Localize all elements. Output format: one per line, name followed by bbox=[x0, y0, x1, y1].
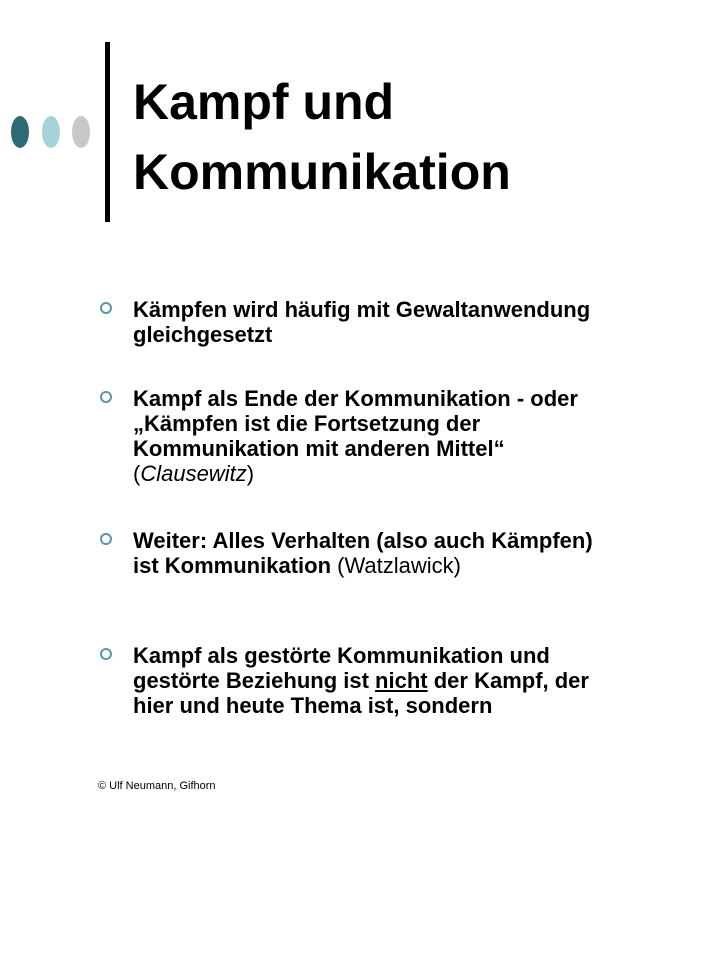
bullet-ring-icon bbox=[100, 648, 112, 660]
bullet-statement-start: Kampf als gestörte Kommunikation und gestörte Beziehung ist bbox=[133, 643, 550, 693]
bullet-text bbox=[133, 297, 623, 347]
bullet-emphasis: nicht bbox=[375, 668, 428, 693]
bullet-text bbox=[133, 643, 623, 718]
bullet-ring-icon bbox=[100, 533, 112, 545]
bullet-statement: Kämpfen wird häufig mit Gewaltanwendung gleichgesetzt bbox=[133, 297, 591, 347]
copyright-notice: © Ulf Neumann, Gifhorn bbox=[98, 780, 216, 792]
decorative-dot-light bbox=[42, 116, 60, 148]
bullet-source-open: ( bbox=[133, 461, 141, 486]
bullet-text bbox=[133, 528, 623, 578]
slide-title-line-2: Kommunikation bbox=[133, 144, 511, 200]
slide-title bbox=[133, 67, 511, 207]
bullet-text bbox=[133, 386, 623, 486]
bullet-statement-end: der Kampf, der hier und heute Thema ist, sondern bbox=[133, 668, 589, 718]
bullet-statement: Weiter: Alles Verhalten (also auch Kämpfen) ist Kommunikation bbox=[133, 528, 593, 578]
bullet-source: (Watzlawick) bbox=[331, 553, 461, 578]
bullet-ring-icon bbox=[100, 391, 112, 403]
decorative-dot-dark bbox=[11, 116, 29, 148]
title-rule bbox=[105, 42, 110, 222]
slide-title-line-1: Kampf und bbox=[133, 74, 395, 130]
bullet-statement: Kampf als Ende der Kommunikation - oder „Kämpfen ist die Fortsetzung der Kommunikation mit anderen Mittel“ bbox=[133, 386, 578, 461]
bullet-source: Clausewitz bbox=[140, 461, 247, 486]
bullet-ring-icon bbox=[100, 302, 112, 314]
decorative-dot-grey bbox=[72, 116, 90, 148]
bullet-source-close: ) bbox=[246, 461, 255, 486]
